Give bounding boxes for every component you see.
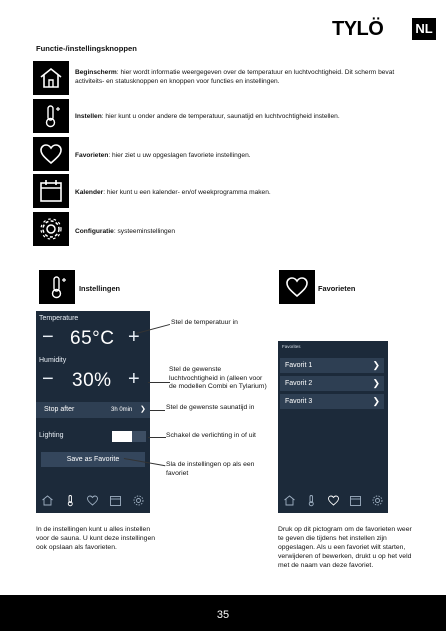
temperature-label: Temperature <box>39 315 79 322</box>
calendar-icon[interactable] <box>109 494 122 512</box>
heart-icon[interactable] <box>327 494 340 512</box>
chevron-right-icon: ❯ <box>140 406 146 413</box>
chevron-right-icon: ❯ <box>372 396 380 406</box>
toggle-knob <box>112 431 132 442</box>
favorite-item[interactable] <box>280 376 384 391</box>
heart-icon <box>33 137 69 171</box>
stop-after-label: Stop after <box>44 406 75 413</box>
lighting-toggle[interactable] <box>112 431 146 442</box>
function-favorites-text <box>75 151 395 160</box>
gear-icon <box>33 212 69 246</box>
calendar-icon <box>33 174 69 208</box>
function-config-text <box>75 227 395 236</box>
function-description: : hier kunt u een kalender- en/of weekprogramma maken. <box>103 189 271 196</box>
favorite-name: Favorit 3 <box>285 398 313 405</box>
function-term: Beginscherm <box>75 69 117 76</box>
function-term: Favorieten <box>75 152 109 159</box>
function-settings-text <box>75 112 395 121</box>
home-icon[interactable] <box>283 494 296 512</box>
favorites-label: Favorieten <box>318 284 356 293</box>
gear-icon[interactable] <box>371 494 384 512</box>
country-badge: NL <box>412 18 436 40</box>
function-description: : hier wordt informatie weergegeven over de temperatuur en luchtvochtigheid. Dit scherm bevat activiteits- en statusknoppen en knoppen voor functies en instellingen. <box>75 69 395 85</box>
favorite-name: Favorit 2 <box>285 380 313 387</box>
function-term: Kalender <box>75 189 104 196</box>
brand-name: TYLÖ <box>332 18 384 40</box>
favorite-item[interactable] <box>280 358 384 373</box>
favorite-name: Favorit 1 <box>285 362 313 369</box>
thermometer-icon[interactable] <box>64 494 77 512</box>
humidity-label: Humidity <box>39 357 67 364</box>
callout-temperature: Stel de temperatuur in <box>171 319 238 326</box>
temperature-value: 65°C <box>70 328 115 349</box>
favorites-description: Druk op dit pictogram om de favorieten weer te geven die tijdens het instellen zijn opgeslagen. Als u een favoriet wilt starten, verwijderen of bewerken, drukt u op het veld met de naam van deze favoriet. <box>278 526 412 569</box>
settings-label: Instellingen <box>79 284 121 293</box>
callout-line <box>150 410 165 411</box>
humidity-minus-button[interactable]: − <box>42 368 54 390</box>
home-icon <box>33 61 69 95</box>
thermometer-icon <box>33 99 69 133</box>
heart-icon <box>279 270 315 304</box>
section-title: Functie-/instellingsknoppen <box>36 44 137 53</box>
bottom-nav <box>278 493 388 513</box>
settings-screen <box>36 311 150 513</box>
humidity-plus-button[interactable]: + <box>128 368 140 390</box>
page-footer <box>0 595 446 631</box>
brand-logo <box>332 18 436 40</box>
stop-after-value: 3h 0min <box>111 407 133 413</box>
callout-humidity: Stel de gewenste luchtvochtigheid in (alleen voor de modellen Combi en Tylarium) <box>169 366 267 390</box>
humidity-value: 30% <box>72 370 112 391</box>
save-as-favorite-button[interactable]: Save as Favorite <box>41 452 145 467</box>
function-description: : hier ziet u uw opgeslagen favoriete instellingen. <box>108 152 251 159</box>
home-icon[interactable] <box>41 494 54 512</box>
function-term: Configuratie <box>75 228 114 235</box>
favorites-screen-header: Favorites <box>282 344 301 349</box>
gear-icon[interactable] <box>132 494 145 512</box>
temperature-minus-button[interactable]: − <box>42 326 54 348</box>
callout-line <box>148 382 170 383</box>
chevron-right-icon: ❯ <box>372 378 380 388</box>
thermometer-icon[interactable] <box>305 494 318 512</box>
bottom-nav <box>36 493 150 513</box>
stop-after-row[interactable] <box>36 402 150 418</box>
chevron-right-icon: ❯ <box>372 360 380 370</box>
favorite-item[interactable] <box>280 394 384 409</box>
function-description: : hier kunt u onder andere de temperatuur, saunatijd en luchtvochtigheid instellen. <box>101 113 340 120</box>
function-description: : systeeminstellingen <box>113 228 176 235</box>
lighting-label: Lighting <box>39 432 64 439</box>
function-term: Instellen <box>75 113 102 120</box>
page-number: 35 <box>216 609 230 621</box>
settings-description: In de instellingen kunt u alles instellen voor de sauna. U kunt deze instellingen ook opslaan als favorieten. <box>36 526 156 551</box>
calendar-icon[interactable] <box>349 494 362 512</box>
function-home-text <box>75 68 395 86</box>
callout-line <box>148 437 166 438</box>
heart-icon[interactable] <box>86 494 99 512</box>
thermometer-icon <box>39 270 75 304</box>
favorites-screen <box>278 341 388 513</box>
callout-save: Sla de instellingen op als een favoriet <box>166 461 255 477</box>
temperature-plus-button[interactable]: + <box>128 326 140 348</box>
callout-lighting: Schakel de verlichting in of uit <box>166 432 256 439</box>
function-calendar-text <box>75 188 395 197</box>
callout-time: Stel de gewenste saunatijd in <box>166 404 255 411</box>
